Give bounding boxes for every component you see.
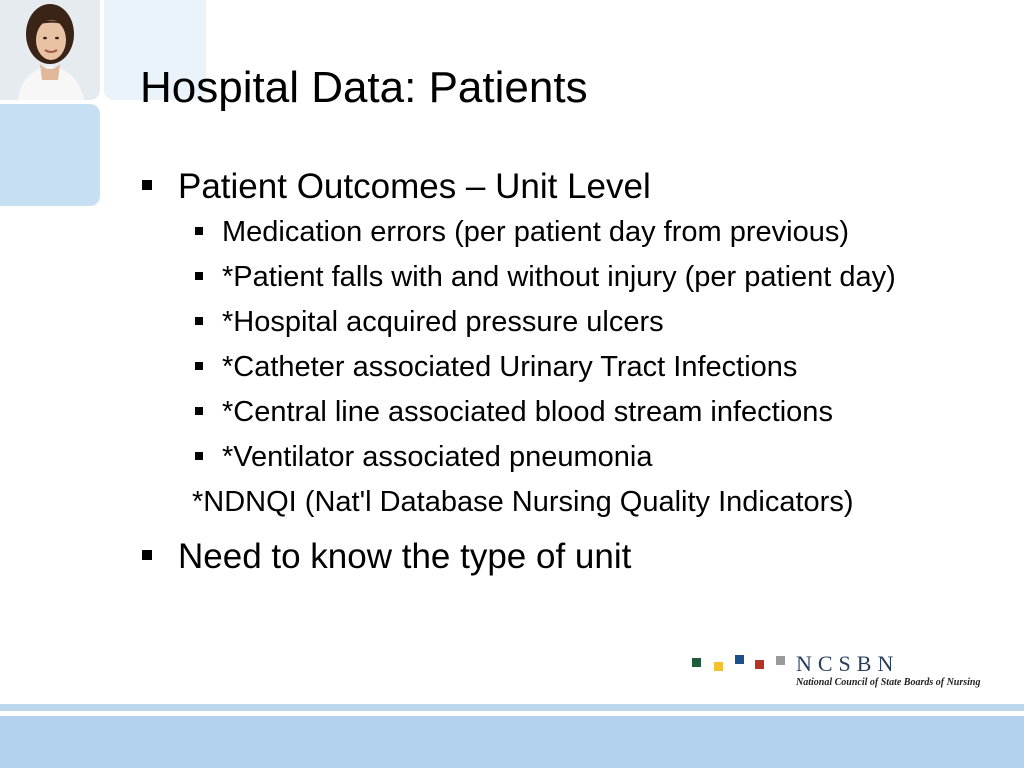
sub-bullet-item	[192, 259, 972, 295]
woman-portrait-image	[0, 0, 100, 100]
sub-bullet-text: *Patient falls with and without injury (per patient day)	[222, 261, 896, 293]
bullet-type-of-unit	[142, 536, 972, 578]
logo-square-icon	[776, 656, 785, 665]
sub-bullet-text: *Hospital acquired pressure ulcers	[222, 306, 664, 338]
bullet-patient-outcomes	[142, 166, 972, 208]
square-bullet-icon	[195, 227, 203, 235]
square-bullet-icon	[195, 452, 203, 460]
logo-square-icon	[755, 660, 764, 669]
logo-subtitle: National Council of State Boards of Nursing	[796, 677, 981, 688]
logo-square-icon	[692, 658, 701, 667]
square-bullet-icon	[142, 180, 152, 190]
logo-square-icon	[714, 662, 723, 671]
decorative-tile	[0, 104, 100, 206]
sub-bullet-text: *Central line associated blood stream infections	[222, 396, 833, 428]
sub-bullet-item	[192, 394, 972, 430]
square-bullet-icon	[195, 362, 203, 370]
ncsbn-logo	[692, 652, 982, 692]
sub-bullet-item	[192, 349, 972, 385]
sub-bullet-text: *Catheter associated Urinary Tract Infections	[222, 351, 798, 383]
sub-bullet-item	[192, 439, 972, 475]
footer-divider	[0, 704, 1024, 711]
ndnqi-footnote: *NDNQI (Nat'l Database Nursing Quality Indicators)	[192, 486, 854, 518]
footer-band	[0, 716, 1024, 768]
slide-title: Hospital Data: Patients	[140, 63, 588, 112]
square-bullet-icon	[195, 272, 203, 280]
logo-name: NCSBN	[796, 651, 900, 676]
bullet-text: Patient Outcomes – Unit Level	[178, 167, 651, 206]
square-bullet-icon	[195, 317, 203, 325]
sub-bullet-text: *Ventilator associated pneumonia	[222, 441, 653, 473]
presenter-photo	[0, 0, 100, 100]
sub-bullet-item	[192, 304, 972, 340]
sub-bullet-list	[192, 214, 972, 520]
bullet-text: Need to know the type of unit	[178, 537, 632, 576]
sub-bullet-text: Medication errors (per patient day from previous)	[222, 216, 849, 248]
square-bullet-icon	[142, 550, 152, 560]
sub-bullet-item	[192, 214, 972, 250]
logo-square-icon	[735, 655, 744, 664]
slide-content	[142, 166, 972, 584]
square-bullet-icon	[195, 407, 203, 415]
